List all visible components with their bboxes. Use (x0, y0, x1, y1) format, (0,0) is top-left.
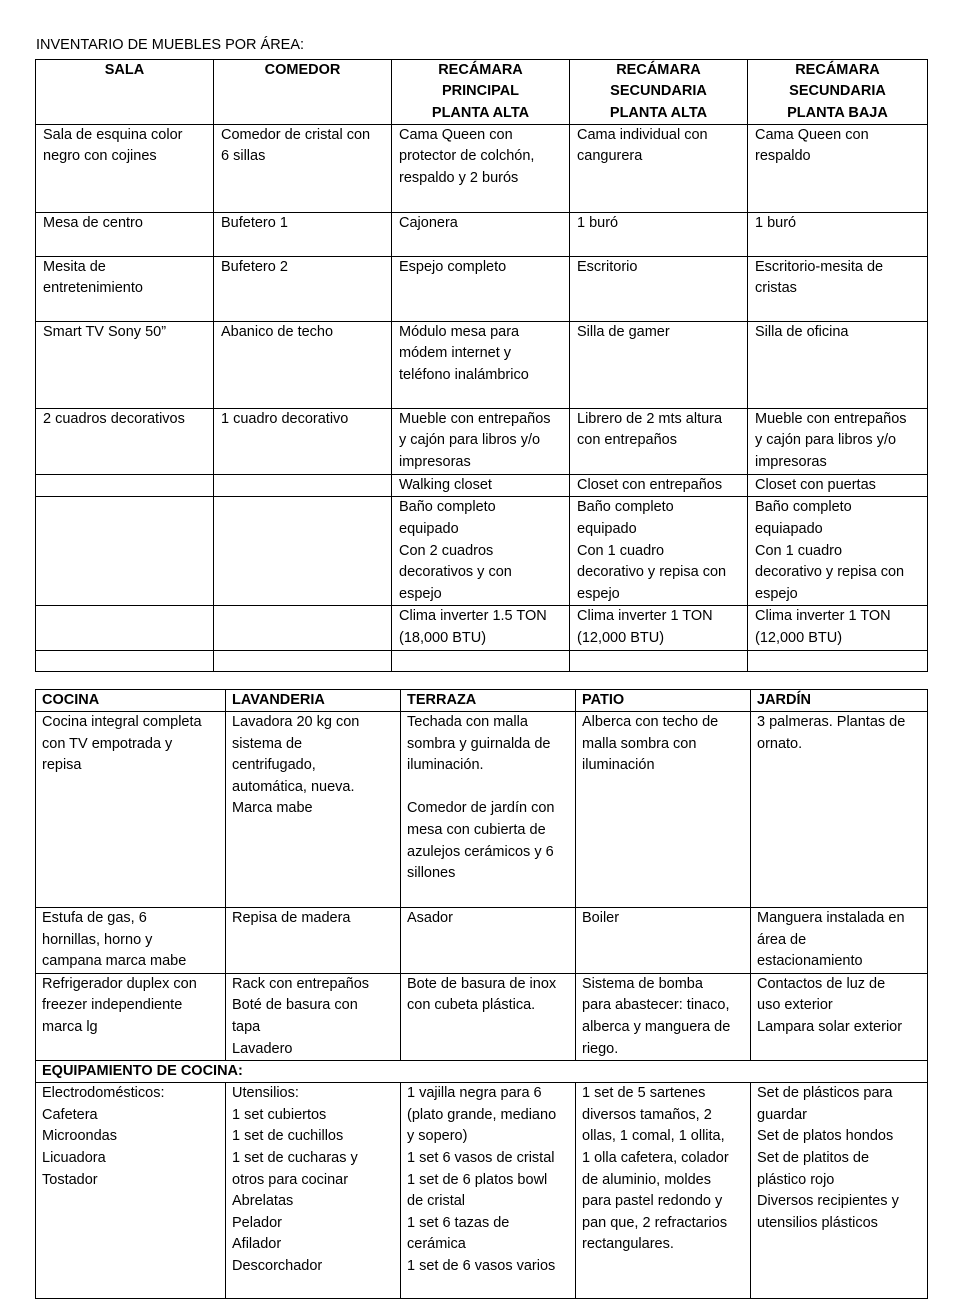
cell-line: Espejo completo (399, 258, 507, 275)
cell-line: equiapado (755, 521, 823, 538)
table-cell (36, 973, 226, 1060)
column-header: PATIO (576, 690, 751, 712)
cell-line: tapa (232, 1018, 261, 1035)
cell-line: Módulo mesa para (399, 323, 520, 340)
table-cell (226, 1083, 401, 1299)
column-header: LAVANDERIA (226, 690, 401, 712)
table-cell (214, 124, 392, 212)
cell-line: ornato. (757, 735, 803, 752)
table-cell (751, 1083, 928, 1299)
column-header (214, 60, 392, 125)
table-cell (576, 712, 751, 908)
table-cell (36, 212, 214, 256)
cell-line: mesa con cubierta de (407, 821, 546, 838)
cell-line: protector de colchón, (399, 148, 535, 165)
cell-line: 1 set 6 tazas de (407, 1214, 510, 1231)
cell-line: Pelador (232, 1214, 282, 1231)
cell-line: plástico rojo (757, 1171, 835, 1188)
cell-line: Abrelatas (232, 1193, 294, 1210)
cell-line: iluminación. (407, 757, 484, 774)
column-header (570, 60, 748, 125)
cell-line: Contactos de luz de (757, 975, 886, 992)
cell-line: Refrigerador duplex con (42, 975, 197, 992)
column-header: COCINA (36, 690, 226, 712)
cell-line: rectangulares. (582, 1236, 674, 1253)
table-cell (36, 474, 214, 497)
table-cell (214, 408, 392, 474)
table-cell (570, 408, 748, 474)
cell-line: espejo (399, 585, 442, 602)
table-cell (748, 408, 928, 474)
furniture-inventory-table (35, 59, 928, 672)
table-cell (214, 256, 392, 321)
cell-line: Mueble con entrepaños (755, 410, 907, 427)
cell-line: Mesa de centro (43, 214, 143, 231)
cell-line: equipado (399, 521, 459, 538)
cell-line: Set de platos hondos (757, 1128, 894, 1145)
table-cell (214, 497, 392, 606)
table-cell (214, 321, 392, 408)
cell-line: Cama Queen con (399, 126, 513, 143)
table-cell (392, 474, 570, 497)
cell-line: Bufetero 1 (221, 214, 288, 231)
table-cell (401, 973, 576, 1060)
cell-line: Repisa de madera (232, 910, 351, 926)
table-cell (570, 212, 748, 256)
cell-line: Baño completo (755, 499, 852, 516)
table-cell (392, 650, 570, 671)
cell-line: sistema de (232, 735, 303, 752)
cell-line: Tostador (42, 1171, 98, 1188)
table-cell (36, 712, 226, 908)
table-cell (751, 973, 928, 1060)
table-cell (36, 650, 214, 671)
cell-line: cangurera (577, 148, 643, 165)
cell-line: Lavadero (232, 1040, 293, 1057)
header-row (36, 690, 928, 712)
table-row (36, 973, 928, 1060)
cell-line: Afilador (232, 1236, 282, 1253)
cell-line: respaldo y 2 burós (399, 170, 519, 187)
cell-line: Closet con entrepaños (577, 476, 723, 493)
table-cell (576, 908, 751, 974)
cell-line: Lampara solar exterior (757, 1018, 903, 1035)
table-cell (36, 408, 214, 474)
cell-line: 1 set de 5 sartenes (582, 1085, 706, 1102)
cell-line: y cajón para libros y/o (399, 432, 541, 449)
cell-line: Bote de basura de inox (407, 975, 557, 992)
cell-line: PLANTA BAJA (787, 104, 888, 121)
table-cell (36, 124, 214, 212)
cell-line: Electrodomésticos: (42, 1085, 165, 1102)
table-cell (570, 650, 748, 671)
cell-line: Librero de 2 mts altura (577, 410, 723, 427)
cell-line: PLANTA ALTA (609, 104, 708, 121)
cell-line: Con 2 cuadros (399, 542, 494, 559)
table-cell (392, 408, 570, 474)
cell-line: Set de plásticos para (757, 1085, 893, 1102)
table-cell (36, 606, 214, 650)
kitchen-equipment-label: EQUIPAMIENTO DE COCINA: (36, 1061, 928, 1083)
column-header: TERRAZA (401, 690, 576, 712)
column-header (36, 60, 214, 125)
services-inventory-table (35, 689, 928, 1299)
cell-line: 1 set de cuchillos (232, 1128, 344, 1145)
cell-line: con cubeta plástica. (407, 997, 536, 1014)
table-cell (36, 321, 214, 408)
cell-line: Descorchador (232, 1257, 323, 1274)
table-cell (36, 1083, 226, 1299)
cell-line: PLANTA ALTA (431, 104, 530, 121)
table-cell (214, 606, 392, 650)
cell-line: Mesita de (43, 258, 106, 275)
cell-line: Boté de basura con (232, 997, 358, 1014)
table-cell (748, 606, 928, 650)
cell-line: (18,000 BTU) (399, 630, 487, 647)
page-title: INVENTARIO DE MUEBLES POR ÁREA: (36, 37, 305, 53)
cell-line: Clima inverter 1.5 TON (399, 608, 547, 625)
cell-line: Marca mabe (232, 800, 313, 817)
cell-line: cerámica (407, 1236, 466, 1253)
cell-line: repisa (42, 757, 82, 774)
table-cell (751, 908, 928, 974)
cell-line: Escritorio-mesita de (755, 258, 884, 275)
cell-line: freezer independiente (42, 997, 183, 1014)
table-cell (751, 712, 928, 908)
cell-line: (12,000 BTU) (577, 630, 665, 647)
table-cell (748, 497, 928, 606)
column-header (748, 60, 928, 125)
table-cell (226, 712, 401, 908)
cell-line: Cama Queen con (755, 126, 869, 143)
cell-line: marca lg (42, 1018, 98, 1035)
cell-line: área de (757, 931, 807, 948)
cell-line: diversos tamaños, 2 (582, 1106, 712, 1123)
table-cell (392, 497, 570, 606)
table-cell (36, 908, 226, 974)
cell-line: Comedor de cristal con (221, 126, 371, 143)
cell-line: centrifugado, (232, 757, 316, 774)
table-row (36, 497, 928, 606)
cell-line: Sistema de bomba (582, 975, 703, 992)
cell-line: 2 cuadros decorativos (43, 410, 185, 427)
cell-line: iluminación (582, 757, 655, 774)
table-cell (570, 321, 748, 408)
cell-line: espejo (755, 585, 798, 602)
cell-line: de cristal (407, 1193, 466, 1210)
table-cell (401, 908, 576, 974)
cell-line: Set de platitos de (757, 1149, 870, 1166)
cell-line: RECÁMARA (616, 62, 701, 78)
cell-line: Asador (407, 910, 453, 926)
cell-line: Techada con malla (407, 714, 528, 730)
cell-line: Cocina integral completa (42, 714, 202, 730)
cell-line: Baño completo (399, 499, 496, 516)
cell-line: 1 cuadro decorativo (221, 410, 349, 427)
cell-line: Clima inverter 1 TON (577, 608, 713, 625)
cell-line: módem internet y (399, 345, 512, 362)
table-row (36, 606, 928, 650)
cell-line: Cama individual con (577, 126, 708, 143)
cell-line: con entrepaños (577, 432, 677, 449)
cell-line: Comedor de jardín con (407, 800, 555, 817)
cell-line: decorativo y repisa con (755, 564, 905, 581)
cell-line: Cafetera (42, 1106, 98, 1123)
table-cell (214, 212, 392, 256)
table-cell (570, 606, 748, 650)
table-cell (392, 256, 570, 321)
table-cell (401, 712, 576, 908)
cell-line: Boiler (582, 910, 620, 926)
table-cell (748, 650, 928, 671)
table-row (36, 650, 928, 671)
table-row (36, 1083, 928, 1299)
cell-line: cristas (755, 280, 797, 297)
table-cell (570, 256, 748, 321)
cell-line: 1 set de 6 vasos varios (407, 1257, 556, 1274)
cell-line: Mueble con entrepaños (399, 410, 551, 427)
cell-line: Closet con puertas (755, 476, 876, 493)
cell-line: impresoras (399, 454, 471, 471)
cell-line: Lavadora 20 kg con (232, 714, 360, 730)
table-row (36, 212, 928, 256)
table-cell (576, 973, 751, 1060)
table-cell (748, 474, 928, 497)
cell-line: Bufetero 2 (221, 258, 288, 275)
cell-line: teléfono inalámbrico (399, 367, 529, 384)
cell-line: SECUNDARIA (610, 83, 707, 100)
cell-line: 1 set de cucharas y (232, 1149, 358, 1166)
cell-line: Estufa de gas, 6 (42, 910, 147, 926)
table-cell (570, 124, 748, 212)
cell-line: azulejos cerámicos y 6 (407, 843, 554, 860)
cell-line: Sala de esquina color (43, 126, 183, 143)
cell-line: ollas, 1 comal, 1 ollita, (582, 1128, 725, 1145)
cell-line: Walking closet (399, 476, 492, 493)
cell-line: 1 set cubiertos (232, 1106, 327, 1123)
table-cell (214, 650, 392, 671)
cell-line: sillones (407, 865, 456, 882)
table-cell (576, 1083, 751, 1299)
cell-line: negro con cojines (43, 148, 157, 165)
table-cell (392, 124, 570, 212)
cell-line: respaldo (755, 148, 811, 165)
table-row (36, 474, 928, 497)
table-cell (570, 497, 748, 606)
cell-line: decorativos y con (399, 564, 512, 581)
table-row (36, 712, 928, 908)
cell-line: Alberca con techo de (582, 714, 719, 730)
cell-line: 1 set de 6 platos bowl (407, 1171, 548, 1188)
cell-line: alberca y manguera de (582, 1018, 731, 1035)
table-cell (748, 256, 928, 321)
table-cell (401, 1083, 576, 1299)
cell-line: Microondas (42, 1128, 117, 1145)
cell-line: para pastel redondo y (582, 1193, 723, 1210)
cell-line: impresoras (755, 454, 827, 471)
header-row (36, 60, 928, 125)
cell-line: campana marca mabe (42, 953, 187, 970)
cell-line: (12,000 BTU) (755, 630, 843, 647)
table-row (36, 256, 928, 321)
table-cell (748, 321, 928, 408)
table-cell (226, 973, 401, 1060)
cell-line: decorativo y repisa con (577, 564, 727, 581)
cell-line: 3 palmeras. Plantas de (757, 714, 906, 730)
cell-line: SALA (104, 62, 145, 78)
cell-line: Diversos recipientes y (757, 1193, 899, 1210)
cell-line: PRINCIPAL (441, 83, 520, 100)
cell-line: Abanico de techo (221, 323, 334, 340)
cell-line: entretenimiento (43, 280, 143, 297)
table-cell (748, 212, 928, 256)
table-cell (570, 474, 748, 497)
cell-line: 1 olla cafetera, colador (582, 1149, 729, 1166)
cell-line: estacionamiento (757, 953, 863, 970)
cell-line: Con 1 cuadro (577, 542, 665, 559)
table-row (36, 124, 928, 212)
table-cell (392, 606, 570, 650)
section-row (36, 1061, 928, 1083)
table-cell (36, 256, 214, 321)
column-header (392, 60, 570, 125)
cell-line: con TV empotrada y (42, 735, 173, 752)
cell-line: sombra y guirnalda de (407, 735, 551, 752)
cell-line: automática, nueva. (232, 778, 355, 795)
cell-line: otros para cocinar (232, 1171, 349, 1188)
table-row (36, 321, 928, 408)
cell-line: 1 vajilla negra para 6 (407, 1085, 542, 1102)
cell-line: Licuadora (42, 1149, 106, 1166)
table-cell (392, 321, 570, 408)
cell-line: malla sombra con (582, 735, 697, 752)
cell-line: Utensilios: (232, 1085, 299, 1102)
cell-line: Rack con entrepaños (232, 975, 370, 992)
cell-line: Clima inverter 1 TON (755, 608, 891, 625)
table-cell (36, 497, 214, 606)
table-row (36, 408, 928, 474)
table-cell (214, 474, 392, 497)
cell-line: RECÁMARA (438, 62, 523, 78)
cell-line: 1 buró (577, 214, 619, 231)
cell-line: (plato grande, mediano (407, 1106, 557, 1123)
cell-line: Smart TV Sony 50” (43, 323, 167, 340)
cell-line: Silla de gamer (577, 323, 670, 340)
cell-line: RECÁMARA (795, 62, 880, 78)
cell-line: y sopero) (407, 1128, 468, 1145)
table-row (36, 908, 928, 974)
cell-line: Baño completo (577, 499, 674, 516)
cell-line: hornillas, horno y (42, 931, 153, 948)
cell-line: espejo (577, 585, 620, 602)
table-cell (392, 212, 570, 256)
cell-line: Con 1 cuadro (755, 542, 843, 559)
cell-line: pan que, 2 refractarios (582, 1214, 728, 1231)
table-cell (748, 124, 928, 212)
cell-line: guardar (757, 1106, 807, 1123)
cell-line (407, 777, 569, 799)
table-cell (226, 908, 401, 974)
cell-line: riego. (582, 1040, 619, 1057)
cell-line: 1 buró (755, 214, 797, 231)
cell-line: de aluminio, moldes (582, 1171, 711, 1188)
cell-line: Escritorio (577, 258, 638, 275)
cell-line: Manguera instalada en (757, 910, 905, 926)
cell-line: equipado (577, 521, 637, 538)
cell-line: SECUNDARIA (789, 83, 886, 100)
cell-line: 1 set 6 vasos de cristal (407, 1149, 555, 1166)
cell-line: Cajonera (399, 214, 458, 231)
cell-line: Silla de oficina (755, 323, 849, 340)
cell-line: 6 sillas (221, 148, 266, 165)
cell-line: para abastecer: tinaco, (582, 997, 730, 1014)
cell-line: y cajón para libros y/o (755, 432, 897, 449)
column-header: JARDÍN (751, 690, 928, 712)
cell-line: utensilios plásticos (757, 1214, 878, 1231)
cell-line: COMEDOR (264, 62, 341, 78)
cell-line: uso exterior (757, 997, 833, 1014)
